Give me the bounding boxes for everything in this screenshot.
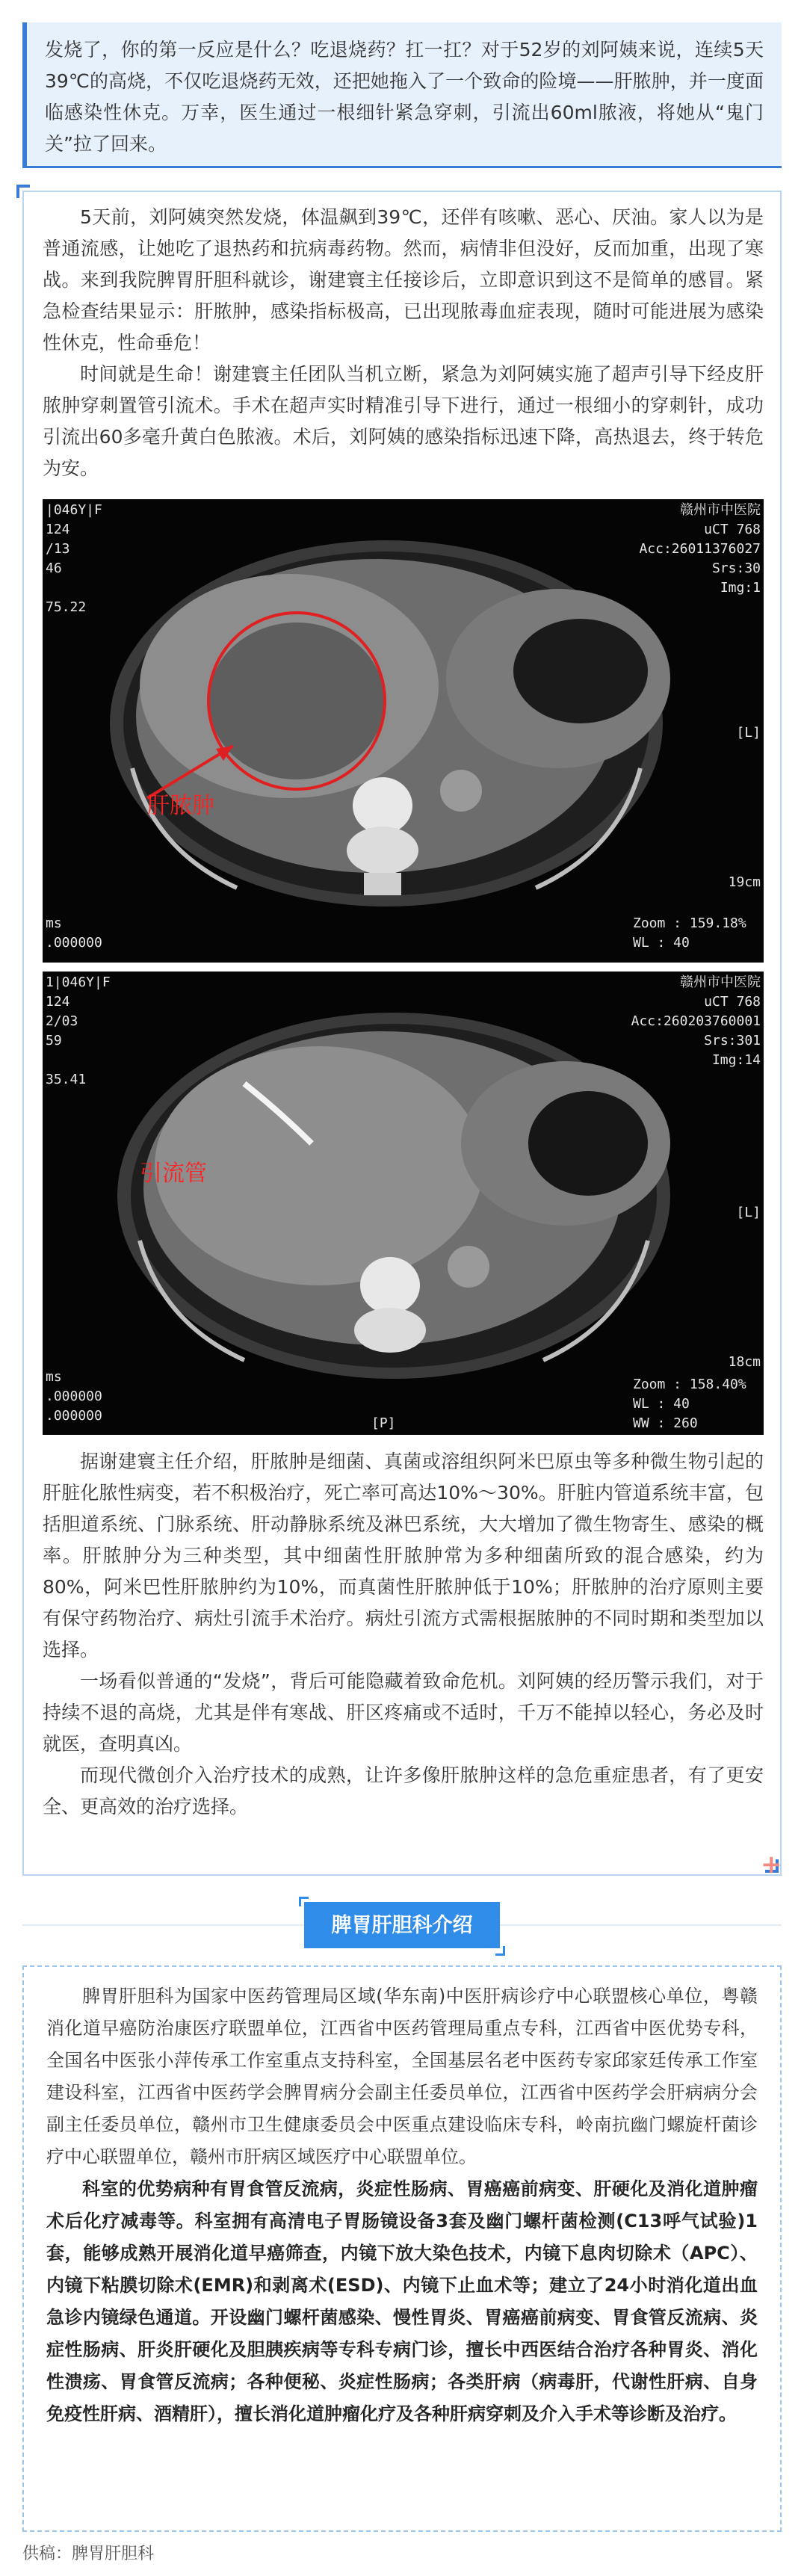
ct2-marker-l: [L] (736, 1205, 761, 1220)
article-paragraph-1: 5天前，刘阿姨突然发烧，体温飙到39℃，还伴有咳嗽、恶心、厌油。家人以为是普通流感，让她吃了退热药和抗病毒药物。然而，病情非但没好，反而加重，出现了寒战。来到我院脾胃肝胆科就诊，谢建寰主任接诊后，立即意识到这不是简单的感冒。紧急检查结果显示：肝脓肿，感染指标极高，已出现脓毒血症表现，随时可能进展为感染性休克，性命垂危！ (43, 206, 764, 353)
ct1-meta-line: 124 (46, 522, 70, 537)
ct2-left-meta (46, 973, 111, 1090)
article-body-bottom (43, 1446, 764, 1823)
ct2-ww: WW : 260 (633, 1415, 698, 1431)
ct1-meta-line: Srs:30 (711, 560, 761, 576)
intro-divider (22, 166, 782, 168)
ct2-meta-line: .000000 (46, 1389, 102, 1404)
ct2-meta-line: uCT 768 (704, 994, 761, 1010)
ct2-wl: WL : 40 (633, 1396, 690, 1412)
ct2-meta-line: 59 (46, 1033, 62, 1048)
ct2-meta-line: 124 (46, 994, 70, 1010)
article-body-top (43, 202, 764, 484)
ct1-left-meta (46, 501, 102, 617)
ct2-right-meta (631, 973, 761, 1070)
article-paragraph-2: 时间就是生命！谢建寰主任团队当机立断，紧急为刘阿姨实施了超声引导下经皮肝脓肿穿刺置管引流术。手术在超声实时精准引导下进行，通过一根细小的穿刺针，成功引流出60多毫升黄白色脓液。术后，刘阿姨的感染指标迅速下降，高热退去，终于转危为安。 (43, 363, 764, 479)
ct2-meta-line: .000000 (46, 1408, 102, 1424)
section-title: 脾胃肝胆科介绍 (304, 1902, 500, 1948)
ct1-meta-line: 46 (46, 560, 62, 576)
drainage-tube-label: 引流管 (140, 1161, 207, 1186)
abscess-label: 肝脓肿 (147, 794, 214, 818)
ct2-meta-line: Srs:301 (704, 1033, 761, 1048)
ct1-meta-line: |046Y|F (46, 502, 102, 518)
article-paragraph-3: 据谢建寰主任介绍，肝脓肿是细菌、真菌或溶组织阿米巴原虫等多种微生物引起的肝脏化脓性病变，若不积极治疗，死亡率可高达10%～30%。肝脏内管道系统丰富，包括胆道系统、门脉系统、肝动静脉系统及淋巴系统，大大增加了微生物寄生、感染的概率。肝脓肿分为三种类型，其中细菌性肝脓肿常为多种细菌所致的混合感染，约为80%，阿米巴性肝脓肿约为10%，而真菌性肝脓肿低于10%；肝脓肿的治疗原则主要有保守药物治疗、病灶引流手术治疗。病灶引流方式需根据脓肿的不同时期和类型加以选择。 (43, 1451, 764, 1661)
ct1-hospital-name: 赣州市中医院 (680, 502, 761, 518)
ct1-meta-line: 75.22 (46, 599, 87, 615)
intro-box (22, 22, 782, 168)
ct1-bottom-left-meta (46, 914, 102, 953)
article-paragraph-5: 而现代微创介入治疗技术的成熟，让许多像肝脓肿这样的急危重症患者，有了更安全、更高效的治疗选择。 (43, 1764, 764, 1817)
plus-decoration-icon: + (761, 1850, 782, 1880)
ct1-meta-line: Acc:26011376027 (639, 541, 761, 557)
ct-image-abscess (43, 499, 764, 963)
ct1-meta-line: /13 (46, 541, 70, 557)
ct1-meta-line: Img:1 (720, 580, 761, 596)
department-intro-box (22, 1965, 782, 2532)
source-credit: 供稿：脾胃肝胆科 (22, 2545, 155, 2563)
ct2-meta-line: 2/03 (46, 1013, 78, 1029)
ct2-bottom-left-meta (46, 1368, 102, 1426)
ct2-meta-line (46, 1051, 111, 1070)
ct-image-drainage (43, 972, 764, 1435)
ct1-meta-line: .000000 (46, 935, 102, 951)
ct1-zoom: Zoom : 159.18% (633, 915, 746, 931)
ct2-hospital-name: 赣州市中医院 (680, 975, 761, 990)
ct1-meta-line (46, 578, 102, 598)
ct1-meta-line: ms (46, 915, 62, 931)
intro-text: 发烧了，你的第一反应是什么？吃退烧药？扛一扛？对于52岁的刘阿姨来说，连续5天39℃的高烧，不仅吃退烧药无效，还把她拖入了一个致命的险境——肝脓肿，并一度面临感染性休克。万幸，医生通过一根细针紧急穿刺，引流出60ml脓液，将她从“鬼门关”拉了回来。 (45, 39, 764, 155)
ct1-marker-l: [L] (736, 725, 761, 741)
ct2-meta-line: Acc:260203760001 (631, 1013, 761, 1029)
ct2-marker-p: [P] (371, 1415, 396, 1431)
ct2-meta-line: ms (46, 1369, 62, 1385)
ct2-meta-line: Img:14 (711, 1052, 761, 1068)
department-paragraph-1: 脾胃肝胆科为国家中医药管理局区域(华东南)中医肝病诊疗中心联盟核心单位，粤赣消化道早癌防治康医疗联盟单位，江西省中医药管理局重点专科，江西省中医优势专科，全国名中医张小萍传承工作室重点支持科室，全国基层名老中医药专家邱家廷传承工作室建设科室，江西省中医药学会脾胃病分会副主任委员单位，江西省中医药学会肝病病分会副主任委员单位，赣州市卫生健康委员会中医重点建设临床专科，岭南抗幽门螺旋杆菌诊疗中心联盟单位，赣州市肝病区域医疗中心联盟单位。 (46, 1986, 758, 2167)
frame-corner-top-left (16, 185, 30, 198)
ct2-bottom-right-meta (633, 1375, 746, 1433)
ct1-meta-line: uCT 768 (704, 522, 761, 537)
ct1-bottom-right-meta (633, 914, 746, 953)
ct2-zoom: Zoom : 158.40% (633, 1377, 746, 1392)
ct1-scale: 19cm (728, 874, 761, 890)
article-paragraph-4: 一场看似普通的“发烧”，背后可能隐藏着致命危机。刘阿姨的经历警示我们，对于持续不退的高烧，尤其是伴有寒战、肝区疼痛或不适时，千万不能掉以轻心，务必及时就医，查明真凶。 (43, 1670, 764, 1755)
ct1-wl: WL : 40 (633, 935, 690, 951)
ct2-meta-line: 35.41 (46, 1072, 87, 1087)
department-paragraph-2: 科室的优势病种有胃食管反流病，炎症性肠病、胃癌癌前病变、肝硬化及消化道肿瘤术后化疗减毒等。科室拥有高清电子胃肠镜设备3套及幽门螺杆菌检测(C13呼气试验)1套，能够成熟开展消化道早癌筛查，内镜下放大染色技术，内镜下息肉切除术（APC）、内镜下粘膜切除术(EMR)和剥离术(ESD)、内镜下止血术等；建立了24小时消化道出血急诊内镜绿色通道。开设幽门螺杆菌感染、慢性胃炎、胃癌癌前病变、胃食管反流病、炎症性肠病、肝炎肝硬化及胆胰疾病等专科专病门诊，擅长中西医结合治疗各种胃炎、消化性溃疡、胃食管反流病；各种便秘、炎症性肠病；各类肝病（病毒肝，代谢性肝病、自身免疫性肝病、酒精肝），擅长消化道肿瘤化疗及各种肝病穿刺及介入手术等诊断及治疗。 (46, 2178, 758, 2424)
ct2-meta-line: 1|046Y|F (46, 975, 111, 990)
ct1-right-meta (639, 501, 761, 598)
ct2-scale: 18cm (728, 1354, 761, 1370)
